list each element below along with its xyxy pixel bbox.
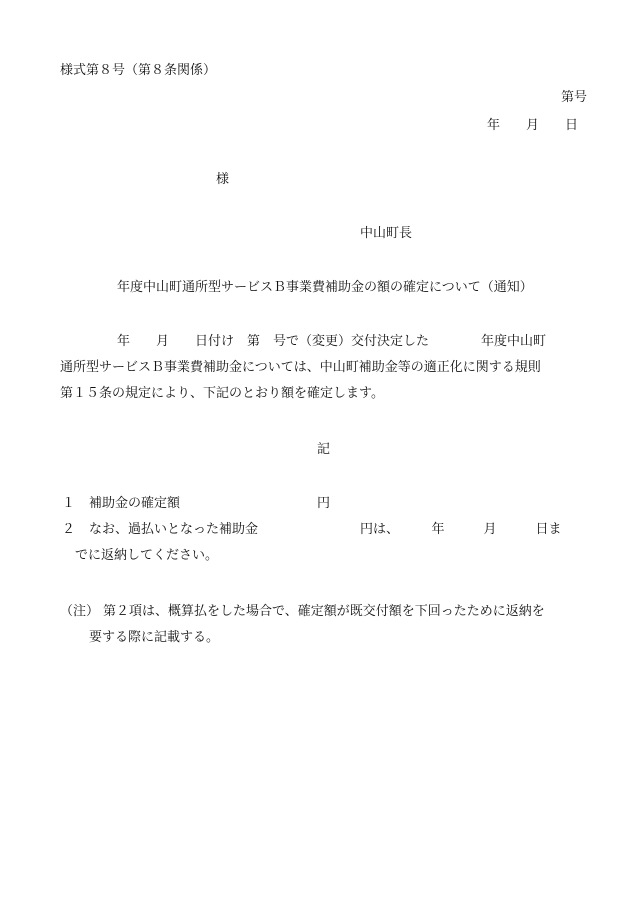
ki-heading: 記 xyxy=(317,442,331,457)
note-label: （注） xyxy=(60,604,100,619)
subject-line: 年度中山町通所型サービスＢ事業費補助金の額の確定について（通知） xyxy=(117,280,533,295)
item-text: なお、過払いとなった補助金 xyxy=(89,522,259,537)
yen-unit: 円 xyxy=(317,496,331,511)
item-text: 補助金の確定額 xyxy=(89,496,181,511)
note-text: 第２項は、概算払をした場合で、確定額が既交付額を下回ったために返納を xyxy=(103,604,545,619)
item-number: ２ xyxy=(62,522,76,537)
body-line: 通所型サービスＢ事業費補助金については、中山町補助金等の適正化に関する規則 xyxy=(60,360,541,375)
body-line: 第１５条の規定により、下記のとおり額を確定します。 xyxy=(60,386,384,401)
issue-date: 年 月 日 xyxy=(487,118,579,133)
document-number: 第号 xyxy=(561,90,588,105)
note-text: 要する際に記載する。 xyxy=(89,630,220,645)
item-number: １ xyxy=(62,496,76,511)
item-text-tail: 円は、 年 月 日ま xyxy=(360,522,562,537)
sender-title: 中山町長 xyxy=(360,226,413,241)
item-continuation: でに返納してください。 xyxy=(75,548,219,563)
addressee-honorific: 様 xyxy=(216,172,230,187)
body-line: 年 月 日付け 第 号で（変更）交付決定した 年度中山町 xyxy=(117,334,547,349)
form-title: 様式第８号（第８条関係） xyxy=(60,63,217,78)
